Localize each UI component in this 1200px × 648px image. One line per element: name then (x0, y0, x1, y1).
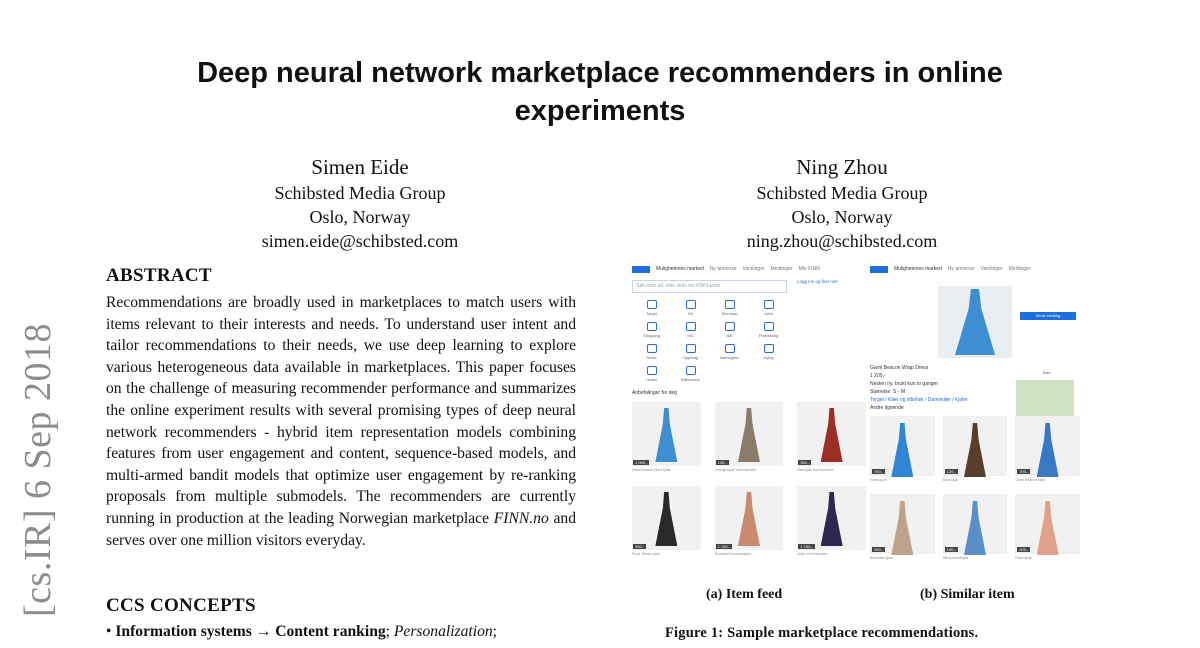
category-icon (764, 322, 774, 331)
author-location: Oslo, Norway (309, 207, 411, 227)
product-image (870, 494, 935, 554)
ccs-concepts: • Information systems → Content ranking; Personalization; (106, 623, 498, 640)
author-email: ning.zhou@schibsted.com (746, 231, 938, 251)
product-card (715, 402, 784, 478)
figure-caption: Figure 1: Sample marketplace recommendations. (665, 625, 979, 641)
price-badge: 490,- (635, 544, 645, 549)
product-caption: Garni Beacon Maxi Kjole (632, 468, 671, 472)
product-image (797, 486, 866, 550)
price-badge: 1 000,- (635, 460, 648, 465)
dress-image (655, 408, 677, 462)
category-icon (764, 300, 774, 309)
category-item: Båt&motor (671, 366, 710, 382)
author-affiliation: Schibsted Media Group (274, 183, 446, 203)
dress-image (891, 501, 913, 555)
product-card (797, 402, 866, 478)
product-caption: Garni Beacon Maxi (1015, 478, 1046, 482)
category-icon (647, 344, 657, 353)
send-message-button: Send melding (1020, 312, 1076, 320)
product-card (943, 416, 1008, 488)
price-badge: 150,- (946, 547, 956, 552)
category-icon (686, 300, 696, 309)
category-item: Reise (632, 344, 671, 360)
feed-grid (632, 402, 866, 562)
dress-image (1037, 423, 1059, 477)
dress-image (891, 423, 913, 477)
category-item: Fritidsbolig (749, 322, 788, 338)
subfigure-caption-b: (b) Similar item (920, 587, 1015, 602)
product-card (715, 486, 784, 562)
price-badge: 350,- (800, 460, 810, 465)
dress-image (655, 492, 677, 546)
panel-b-navbar: Mulighetenes marked Ny annonse Varslinger Meldinger (870, 262, 1080, 276)
product-card (632, 486, 701, 562)
abstract-text: Recommendations are broadly used in marketplaces to match users with items relevant to their interests and needs. To understand user intent and tailor recommendations to their needs, we use deep learning to explore various heterogeneous data available in marketplaces. This paper focuses on the challenge of measuring recommender performance and summarizes the online experiment results with several promising types of deep neural network recommenders - hybrid item representation models combining features from user engagement and content, sequence-based models, and multi-armed bandit models that optimize user engagement by re-ranking proposals from multiple submodels. The recommenders are currently running in production at the leading Norwegian marketplace FINN.no and serves over one million visitors everyday. (106, 294, 576, 549)
category-item: Shopping (632, 322, 671, 338)
price-badge: 120,- (946, 469, 956, 474)
abstract-heading: ABSTRACT (106, 265, 212, 286)
category-icon (647, 300, 657, 309)
product-caption: Blå sommerkjole (942, 556, 969, 560)
dress-image (738, 492, 760, 546)
category-item: Eiendom (710, 300, 749, 316)
product-caption: Brun kjole (942, 478, 959, 482)
category-icon (725, 344, 735, 353)
product-caption: Blomstret kjole (870, 556, 893, 560)
product-image (632, 402, 701, 466)
login-prompt: Logg inn og finn mer (797, 279, 839, 284)
category-icon (725, 322, 735, 331)
category-item: Oppdrag (671, 344, 710, 360)
author-affiliation: Schibsted Media Group (756, 183, 928, 203)
category-icon (647, 366, 657, 375)
price-badge: 1 150,- (717, 544, 731, 549)
category-icon (686, 344, 696, 353)
price-badge: 1 150,- (800, 544, 813, 549)
arxiv-side-stamp: [cs.IR] 6 Sep 2018 (17, 323, 59, 617)
author-email: simen.eide@schibsted.com (261, 231, 459, 251)
product-image (715, 402, 784, 466)
product-caption: Kjole med blomster (797, 552, 828, 556)
product-image (943, 416, 1008, 476)
category-item: Bil (671, 300, 710, 316)
author-block-1 (200, 154, 520, 253)
product-image (1015, 494, 1080, 554)
product-caption: Rosa kjole (1015, 556, 1032, 560)
product-image (943, 494, 1008, 554)
product-image (632, 486, 701, 550)
category-icon (647, 322, 657, 331)
category-item: Båt (710, 322, 749, 338)
finn-logo (870, 266, 888, 273)
price-badge: 700,- (874, 469, 884, 474)
product-caption: Garni kjole (870, 478, 887, 482)
product-caption: Rød kjole fra Fornarina (797, 468, 834, 472)
dress-image (964, 423, 986, 477)
category-item: Nyttig (749, 344, 788, 360)
product-caption: Svart Tildnet kjole (632, 552, 660, 556)
product-card (870, 494, 935, 566)
dress-image (1037, 501, 1059, 555)
category-icon (764, 344, 774, 353)
product-card (1015, 494, 1080, 566)
category-item: Hotell (632, 366, 671, 382)
product-image (870, 416, 935, 476)
product-card (943, 494, 1008, 566)
dress-image (821, 408, 843, 462)
figure-panel-item-feed (632, 262, 866, 574)
author-location: Oslo, Norway (791, 207, 893, 227)
map-thumbnail (1016, 380, 1074, 420)
dress-image (964, 501, 986, 555)
category-item: Næringsliv (710, 344, 749, 360)
product-image (715, 486, 784, 550)
product-image (1015, 416, 1080, 476)
category-item: Torget (632, 300, 671, 316)
item-hero-image (938, 286, 1012, 358)
product-card (1015, 416, 1080, 488)
author-name: Simen Eide (311, 155, 409, 179)
price-badge: 250,- (874, 547, 884, 552)
category-item: Jobb (749, 300, 788, 316)
dress-image (955, 289, 995, 355)
figure-panel-similar-item (870, 262, 1080, 574)
similar-grid (870, 416, 1080, 566)
author-block-2 (682, 154, 1002, 253)
dress-image (821, 492, 843, 546)
category-icon (686, 366, 696, 375)
finn-logo (632, 266, 650, 273)
category-grid (632, 300, 788, 382)
price-badge: 200,- (1019, 547, 1029, 552)
feed-label: Anbefalinger for deg (632, 390, 678, 396)
product-card (797, 486, 866, 562)
product-card (632, 402, 701, 478)
ccs-heading: CCS CONCEPTS (106, 595, 256, 616)
category-icon (725, 300, 735, 309)
dress-image (738, 408, 760, 462)
price-badge: 700,- (1019, 469, 1029, 474)
price-badge: 100,- (717, 460, 727, 465)
category-icon (686, 322, 696, 331)
search-input: Søk etter alt, eller skriv inn FINN-kode (632, 280, 787, 293)
author-name: Ning Zhou (796, 155, 888, 179)
paper-title: Deep neural network marketplace recommenders in online experiments (197, 57, 1003, 127)
map-label: Kart (1042, 370, 1050, 375)
product-image (797, 402, 866, 466)
product-caption: Blomstret Sommerkjole (714, 552, 751, 556)
subfigure-caption-a: (a) Item feed (706, 587, 783, 602)
item-info: Garni Beacon Wrap Dress 1 200,- Nesten ny, brukt kun to ganger Størrelse: S - M Torget / Klær og tilbehør / Dameklær / Kjoler Andre lignende (870, 365, 968, 411)
product-caption: Vintage kjole med mønster (714, 468, 757, 472)
category-item: MC (671, 322, 710, 338)
product-card (870, 416, 935, 488)
panel-a-navbar: Mulighetenes marked Ny annonse Varslinger Meldinger Min FINN (632, 262, 866, 276)
